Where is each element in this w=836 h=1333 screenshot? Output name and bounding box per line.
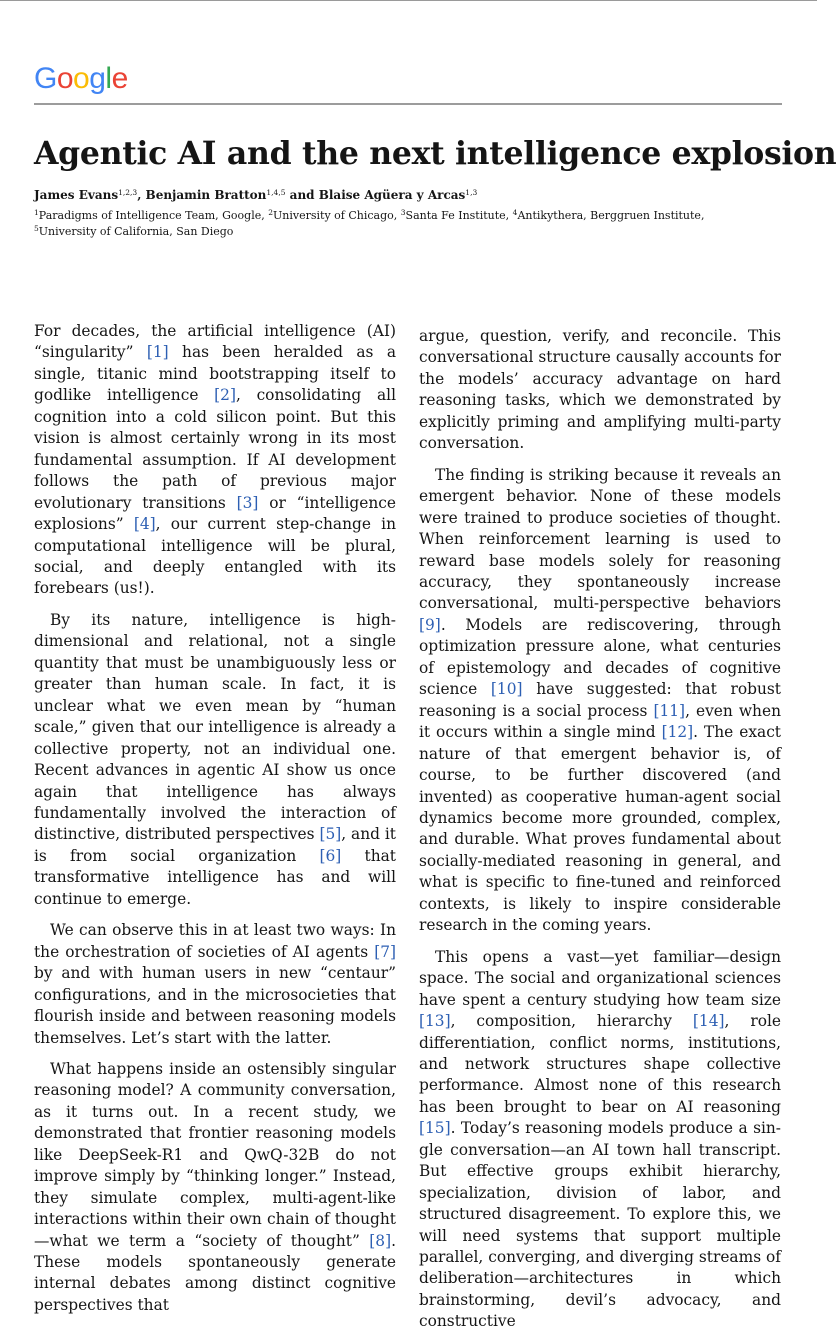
body-paragraph: [419, 947, 781, 1333]
citation-link[interactable]: [3]: [236, 493, 259, 512]
paragraph-text: argue, question, verify, and reconcile. This conversational structure causally accounts for the models’ accuracy advantage on hard reasoning tasks, which we demonstrated by explicitly priming and amplifying multi-party conversation.: [419, 327, 781, 453]
author-separator: ,: [137, 188, 146, 202]
citation-link[interactable]: [12]: [661, 723, 694, 742]
affiliation-number: 2: [268, 208, 273, 217]
paragraph-text: has been heralded as a single, titanic mind bootstrapping itself to godlike intelligence: [34, 343, 396, 405]
citation-link[interactable]: [10]: [490, 680, 523, 699]
logo-letter: l: [105, 62, 112, 95]
author-separator: and: [285, 188, 319, 202]
author-affiliation-marks: 1,4,5: [266, 188, 286, 197]
citation-link[interactable]: [4]: [133, 515, 156, 534]
paragraph-text: by and with human users in new “centaur” configurations, and in the microsocieties that flourish inside and between reasoning models themselves. Let’s start with the latter.: [34, 964, 396, 1047]
paper-title: Agentic AI and the next intelligence explosion: [34, 135, 836, 172]
author-affiliation-marks: 1,3: [465, 188, 478, 197]
paragraph-text: The finding is striking because it reveals an emergent behavior. None of these models were trained to produce societies of thought. When reinforcement learning is used to reward base models solely for reasoning accuracy, they spontaneously increase conversational, multi-perspective behaviors: [419, 465, 781, 613]
citation-link[interactable]: [5]: [319, 825, 342, 844]
body-paragraph: [34, 321, 396, 600]
paragraph-text: . Today’s reasoning models produce a single conversation—an AI town hall transcript. But effective groups exhibit hierarchy, specialization, division of labor, and structured disagreement. To explore this, we will need systems that support multiple parallel, converging, and diverging streams of deliberation—architectures in which brainstorming, devil’s advocacy, and constructive: [419, 1119, 781, 1331]
citation-link[interactable]: [6]: [319, 846, 342, 865]
paragraph-text: . The exact nature of that emergent behavior is, of course, to be further discovered (and invented) as cooperative human-agent social dynamics become more grounded, complex, and durable. What proves fundamental about socially-mediated reasoning in general, and what is specific to fine-tuned and reinforced contexts, is likely to inspire considerable research in the coming years.: [419, 723, 781, 935]
affiliation-number: 1: [34, 208, 39, 217]
paragraph-text: What happens inside an ostensibly singular reasoning model? A community conversation, as it turns out. In a recent study, we demonstrated that frontier reasoning models like DeepSeek-R1 and QwQ-32B do not improve simply by “thinking longer.” Instead, they simulate complex, multi-agent-like interactions within their own chain of thought—what we term a “society of thought”: [34, 1059, 396, 1250]
author-name: Blaise Agüera y Arcas: [318, 188, 466, 202]
paragraph-text: For decades, the artificial intelligence (AI) “singularity”: [34, 322, 396, 362]
author-name: Benjamin Bratton: [145, 188, 267, 202]
author-affiliation-marks: 1,2,3: [118, 188, 138, 197]
logo-letter: o: [73, 62, 90, 95]
paragraph-text: . These models spontaneously generate internal debates among distinct cognitive perspectives that: [34, 1231, 396, 1314]
logo-letter: e: [111, 62, 128, 95]
citation-link[interactable]: [1]: [146, 343, 169, 362]
paragraph-text: By its nature, intelligence is high-dimensional and relational, not a single quantity that must be unambiguously less or greater than human scale. In fact, it is unclear what we even mean by “human scale,” given that our intelligence is already a collective property, not an individual one. Recent advances in agentic AI show us once again that intelligence has always fundamentally involved the interaction of distinctive, distributed perspectives: [34, 610, 396, 844]
citation-link[interactable]: [14]: [692, 1012, 725, 1031]
body-paragraph: [419, 465, 781, 937]
body-column-left: [34, 321, 396, 1314]
paragraph-text: We can observe this in at least two ways: In the orchestration of societies of AI agents: [34, 921, 396, 961]
citation-link[interactable]: [2]: [214, 386, 236, 405]
author-name: James Evans: [34, 188, 119, 202]
body-paragraph: [34, 920, 396, 1049]
affiliation-text: Paradigms of Intelligence Team, Google,: [38, 209, 269, 222]
affiliation-number: 3: [400, 208, 406, 217]
citation-link[interactable]: [15]: [419, 1119, 451, 1138]
body-column-right: [419, 326, 781, 1331]
paragraph-text: This opens a vast—yet familiar—design space. The social and organizational sciences have spent a century studying how team size: [419, 947, 781, 1009]
paragraph-text: , our current step-change in computational intelligence will be plural, social, and deeply entangled with its forebears (us!).: [34, 515, 396, 598]
paragraph-text: , role differentiation, conflict norms, institutions, and network structures shape collective performance. Almost none of this research has been brought to bear on AI reasoning: [419, 1012, 781, 1116]
citation-link[interactable]: [7]: [374, 942, 396, 961]
body-paragraph: [419, 326, 781, 455]
paragraph-text: , even when it occurs within a single mind: [419, 701, 781, 742]
body-paragraph: [34, 610, 396, 910]
citation-link[interactable]: [13]: [419, 1012, 451, 1031]
affiliation-text: University of Chicago,: [273, 209, 401, 222]
citation-link[interactable]: [9]: [419, 615, 441, 634]
citation-link[interactable]: [8]: [369, 1231, 392, 1250]
body-paragraph: [34, 1059, 396, 1316]
paragraph-text: , and it is from social organization: [34, 825, 396, 865]
header-rule: [34, 103, 782, 105]
paragraph-text: that transformative intelligence has and will continue to emerge.: [34, 846, 396, 908]
paragraph-text: , consolidating all cognition into a cold silicon point. But this vision is almost certainly wrong in its most fundamental assumption. If AI development follows the path of previous major evolutionary transitions: [34, 386, 396, 512]
paragraph-text: , composition, hierarchy: [450, 1012, 693, 1031]
affiliations: [34, 208, 764, 240]
affiliation-text: University of California, San Diego: [38, 225, 234, 238]
citation-link[interactable]: [11]: [653, 701, 686, 720]
author-list: [34, 186, 477, 204]
affiliation-text: Antikythera, Berggruen Institute,: [517, 209, 705, 222]
paragraph-text: . Models are rediscovering, through optimization pressure alone, what centuries of epistemology and decades of cognitive science: [419, 615, 781, 699]
top-border: [0, 0, 817, 1]
logo-letter: G: [34, 62, 57, 95]
google-logo: [34, 62, 128, 96]
paragraph-text: or “intelligence explosions”: [34, 493, 396, 534]
logo-letter: g: [89, 62, 106, 95]
affiliation-number: 5: [34, 224, 39, 233]
paragraph-text: have suggested: that robust reasoning is a social process: [419, 680, 781, 720]
logo-letter: o: [56, 62, 74, 95]
affiliation-text: Santa Fe Institute,: [405, 209, 513, 222]
affiliation-number: 4: [512, 208, 518, 217]
